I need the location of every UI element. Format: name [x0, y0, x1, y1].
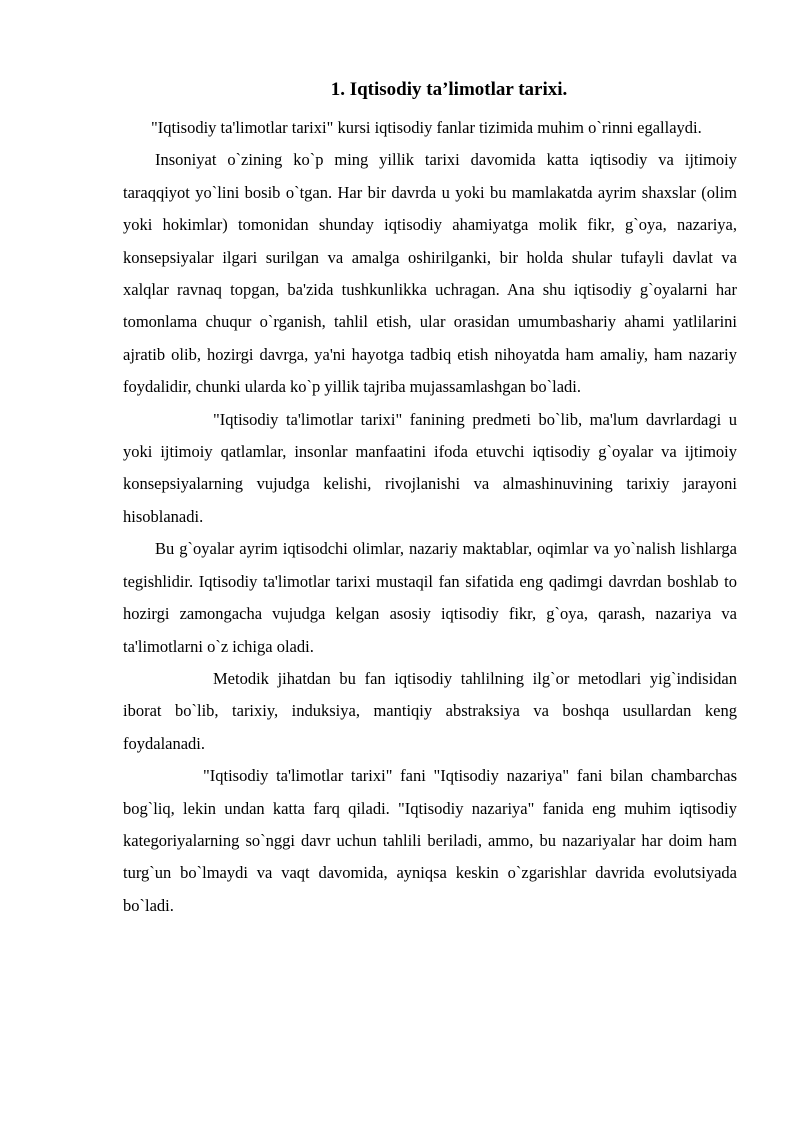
paragraph-3: "Iqtisodiy ta'limotlar tarixi" fanining predmeti bo`lib, ma'lum davrlardagi u yoki ijtimoiy qatlamlar, insonlar manfaatini ifoda etuvchi iqtisodiy g`oyalar va ijtimoiy konsepsiyalarning vujudga kelishi, rivojlanishi va almashinuvining tarixiy jarayoni hisoblanadi.: [123, 409, 737, 526]
document-body: [123, 112, 737, 922]
paragraph-5: Metodik jihatdan bu fan iqtisodiy tahlilning ilg`or metodlari yig`indisidan iborat bo`lib, tarixiy, induksiya, mantiqiy abstraksiya va boshqa usullardan keng foydalanadi.: [123, 668, 737, 753]
paragraph-1: "Iqtisodiy ta'limotlar tarixi" kursi iqtisodiy fanlar tizimida muhim o`rinni egallaydi.: [151, 118, 702, 137]
paragraph-2: Insoniyat o`zining ko`p ming yillik tarixi davomida katta iqtisodiy va ijtimoiy taraqqiyot yo`lini bosib o`tgan. Har bir davrda u yoki bu mamlakatda ayrim shaxslar (olim yoki hokimlar) tomonidan shunday iqtisodiy ahamiyatga molik fikr, g`oya, nazariya, konsepsiyalar ilgari surilgan va amalga oshirilganki, bir holda shular tufayli davlat va xalqlar ravnaq topgan, ba'zida tushkunlikka uchragan. Ana shu iqtisodiy g`oyalarni har tomonlama chuqur o`rganish, tahlil etish, ular orasidan umumbashariy ahami yatlilarini ajratib olib, hozirgi davrga, ya'ni hayotga tadbiq etish nihoyatda ham amaliy, ham nazariy foydalidir, chunki ularda ko`p yillik tajriba mujassamlashgan bo`ladi.: [123, 150, 737, 397]
paragraph-4: Bu g`oyalar ayrim iqtisodchi olimlar, nazariy maktablar, oqimlar va yo`nalish lishlarga tegishlidir. Iqtisodiy ta'limotlar tarixi mustaqil fan sifatida eng qadimgi davrdan boshlab to hozirgi zamongacha vujudga kelgan asosiy iqtisodiy fikr, g`oya, qarash, nazariya va ta'limotlarni o`z ichiga oladi.: [123, 539, 737, 656]
page-title: 1. Iqtisodiy ta’limotlar tarixi.: [330, 79, 568, 100]
paragraph-6: "Iqtisodiy ta'limotlar tarixi" fani "Iqtisodiy nazariya" fani bilan chambarchas bog`liq, lekin undan katta farq qiladi. "Iqtisodiy nazariya" fanida eng muhim iqtisodiy kategoriyalarning so`nggi davr uchun tahlili beriladi, ammo, bu nazariyalar har doim ham turg`un bo`lmaydi va vaqt davomida, ayniqsa keskin o`zgarishlar davrida evolutsiyada bo`ladi.: [123, 766, 737, 915]
